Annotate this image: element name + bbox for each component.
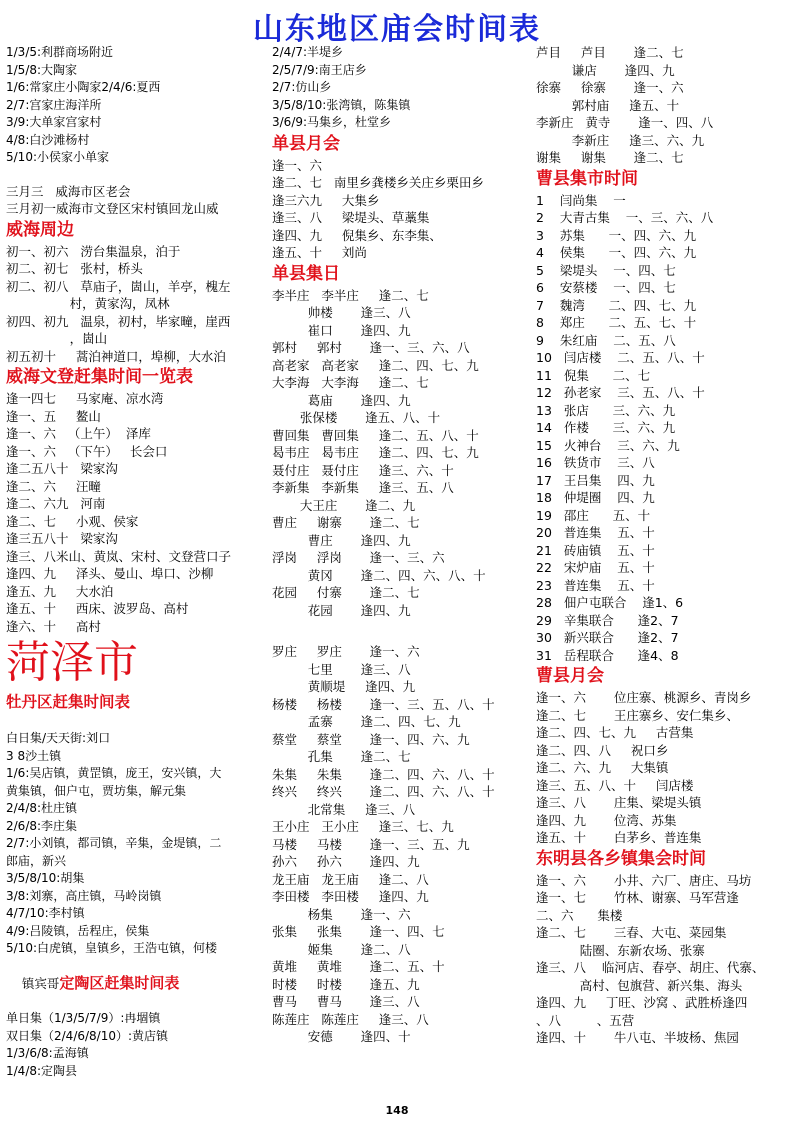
schedule-line: 郎庙，新兴 [6,853,67,868]
schedule-line: 2/4/7:半堤乡 [272,45,344,59]
schedule-line: 1/5/8:大陶家 [6,62,78,77]
schedule-line: 黄顺堤 逢四、九 [272,679,416,694]
schedule-line: 高村、包旗营、新兴集、海头 [536,977,743,993]
schedule-line: 4/9:吕陵镇，岳程庄，侯集 [6,923,150,938]
schedule-line: 2/7:仿山乡 [272,80,332,94]
schedule-line: 帅楼 逢三、八 [272,305,411,320]
schedule-line: 19 邵庄 五、十 [536,507,651,523]
dongming-heading: 东明县各乡镇集会时间 [536,848,706,869]
schedule-line: 王小庄 王小庄 逢三、七、九 [272,819,454,834]
weihai-list [6,44,268,167]
col2-top-list [272,44,534,132]
schedule-line: 朱集 朱集 逢二、四、六、八、十 [272,766,495,782]
schedule-line: 龙王庙 龙王庙 逢二、八 [272,871,429,887]
schedule-line: 逢六、十 高村 [6,618,101,634]
schedule-line: 6 安蔡楼 一、四、七 [536,280,676,295]
schedule-line: 李新庄 逢三、六、九 [536,132,705,148]
schedule-line: 白日集/天天街:刘口 [6,731,111,745]
schedule-line: 逢五、十 刘尚 [272,245,367,260]
schedule-line: 李田楼 李田楼 逢四、九 [272,889,429,904]
schedule-line: 7 魏湾 二、四、七、九 [536,297,697,313]
schedule-line: 曹回集 曹回集 逢二、五、八、十 [272,427,479,443]
schedule-line: 大王庄 逢二、九 [272,497,416,513]
schedule-line: 初二、初七 张村，桥头 [6,261,143,276]
shanxian-day-list-b [272,643,534,1046]
schedule-line: 三月三 威海市区老会 [6,183,131,199]
wendeng-heading: 威海文登赶集时间一览表 [6,367,193,387]
schedule-line: 逢三六九 大集乡 [272,192,380,208]
schedule-line: 逢三、八 庄集、梁堤头镇 [536,795,702,810]
schedule-line: 孙六 孙六 逢四、九 [272,854,420,869]
schedule-line: 曹马 曹马 逢三、八 [272,994,420,1009]
schedule-line: 曷韦庄 曷韦庄 逢二、四、七、九 [272,445,479,460]
schedule-line: 逢三五八十 梁家沟 [6,531,118,546]
schedule-line: 28 佃户屯联合 逢1、6 [536,595,684,610]
caoxian-market-list [536,192,790,665]
schedule-line: 徐寨 徐寨 逢一、六 [536,80,684,95]
schedule-line: 1/4/8:定陶县 [6,1063,78,1078]
caoxian-market-heading: 曹县集市时间 [536,168,638,189]
schedule-line: 逢二、七 三春、大屯、菜园集 [536,925,727,940]
shanxian-month-list [272,157,534,262]
schedule-line: 蔡堂 蔡堂 逢一、四、六、九 [272,731,470,747]
schedule-line: 3/5/8/10:胡集 [6,871,85,885]
schedule-line: ，崮山 [6,331,108,346]
dingtao-list [6,1010,268,1080]
schedule-line: 张保楼 逢五、八、十 [272,410,441,425]
column-left [6,44,268,1080]
weihai-zb-heading: 威海周边 [6,219,74,240]
schedule-line: 4/8:白沙滩杨村 [6,132,90,147]
schedule-line: 双日集（2/4/6/8/10）:黄店镇 [6,1028,169,1043]
schedule-line: 逢二、六、九 大集镇 [536,760,669,775]
schedule-line: 崔口 逢四、九 [272,322,411,338]
schedule-line: 李新庄 黄寺 逢一、四、八 [536,115,714,130]
schedule-line: 初四、初九 温泉，初村，毕家疃，崖西 [6,313,231,329]
schedule-line: 葛庙 逢四、九 [272,392,411,408]
mudan-list [6,730,268,958]
schedule-line: 29 辛集联合 逢2、7 [536,612,679,628]
schedule-line: 16 铁货市 三、八 [536,455,655,470]
schedule-line: 12 孙老家 三、五、八、十 [536,385,705,400]
schedule-line: 逢二、六九 河南 [6,496,106,511]
schedule-line: 李半庄 李半庄 逢二、七 [272,287,429,303]
schedule-line: 30 新兴联合 逢2、7 [536,630,679,645]
schedule-line: 黄堆 黄堆 逢二、五、十 [272,959,445,974]
schedule-line: 11 倪集 二、七 [536,367,651,383]
schedule-line: 23 普连集 五、十 [536,577,655,593]
schedule-line: 9 朱红庙 二、五、八 [536,332,676,348]
shanxian-month-heading: 单县月会 [272,133,340,154]
schedule-line: 逢五、十 白茅乡、普连集 [536,830,702,845]
schedule-line: 1/6:常家庄小陶家2/4/6:夏西 [6,80,161,94]
schedule-line: 2/7:宫家庄海洋所 [6,97,102,112]
schedule-line: 二、六 集楼 [536,907,623,923]
shanxian-day-list-a [272,287,534,620]
schedule-line: 李新集 李新集 逢三、五、八 [272,480,454,495]
schedule-line: 芦目 芦目 逢二、七 [536,45,684,60]
schedule-line: 单日集（1/3/5/7/9）:冉堌镇 [6,1011,161,1025]
schedule-line: 20 普连集 五、十 [536,525,655,540]
schedule-line: 郭村庙 逢五、十 [536,97,680,113]
column-right [536,44,790,1047]
schedule-line: 浮岗 浮岗 逢一、三、六 [272,550,445,565]
schedule-line: 31 岳程联合 逢4、8 [536,647,679,663]
shanxian-day-heading: 单县集日 [272,263,340,284]
schedule-line: 2/5/7/9:南王店乡 [272,62,367,77]
schedule-line: 4/7/10:李村镇 [6,906,85,920]
schedule-line: 8 郑庄 二、五、七、十 [536,315,697,330]
schedule-line: 曹庄 谢寨 逢二、七 [272,515,420,530]
schedule-line: 七里 逢三、八 [272,661,411,677]
schedule-line: 逢一、七 竹林、谢寨、马军营逢 [536,890,739,905]
schedule-line: 逢五、九 大水泊 [6,583,114,599]
schedule-line: 3 苏集 一、四、六、九 [536,227,697,243]
page-title: 山东地区庙会时间表 [253,12,541,47]
schedule-line: 花园 付寨 逢二、七 [272,585,420,600]
schedule-line: 姬集 逢二、八 [272,941,411,957]
schedule-line: 初二、初八 草庙子，崮山，羊亭，槐左 [6,278,231,294]
schedule-line: 黄集镇，佃户屯，贾坊集，解元集 [6,783,187,798]
schedule-line: 逢四、九 倪集乡、东李集、 [272,227,442,243]
schedule-line: 北常集 逢三、八 [272,801,416,817]
schedule-line: 杨集 逢一、六 [272,906,411,922]
schedule-line: 1/3/6/8:孟海镇 [6,1046,89,1060]
schedule-line: 安德 逢四、十 [272,1029,411,1044]
schedule-line: 2/7:小刘镇，都司镇，辛集，金堤镇，二 [6,836,222,850]
schedule-line: 10 闫店楼 二、五、八、十 [536,350,705,365]
schedule-line: 逢四、九 位湾、苏集 [536,812,677,828]
page-number: 148 [385,1104,409,1117]
schedule-line: 逢一、六 （下午） 长会口 [6,443,168,459]
schedule-line: 逢四、九 泽头、曼山、埠口、沙柳 [6,566,214,581]
col3-top-list [536,44,790,167]
schedule-line: 花园 逢四、九 [272,602,411,618]
schedule-line: 4 侯集 一、四、六、九 [536,245,697,260]
schedule-line: 1 闫尚集 一 [536,192,626,208]
schedule-line: 逢五、十 西床、波罗岛、高村 [6,601,189,616]
schedule-line: 逢二、四、八 祝口乡 [536,742,669,758]
schedule-line: 逢一、六 小井、六厂、唐庄、马坊 [536,872,752,888]
schedule-line: 逢三、五、八、十 闫店楼 [536,777,694,793]
weihai-notes [6,183,268,218]
schedule-line: 逢一四七 马家庵、凉水湾 [6,391,164,406]
schedule-line: 逢一、六 [272,157,323,173]
schedule-line: 18 仲堤圈 四、九 [536,490,655,505]
schedule-line: 22 宋炉庙 五、十 [536,560,655,575]
mudan-heading: 牡丹区赶集时间表 [6,693,131,711]
schedule-line: 逢二、七 南里乡龚楼乡关庄乡栗田乡 [272,175,484,190]
schedule-line: 5 梁堤头 一、四、七 [536,262,676,278]
schedule-line: 21 砖庙镇 五、十 [536,542,655,558]
schedule-line: 杨楼 杨楼 逢一、三、五、八、十 [272,696,495,712]
schedule-line: 逢一、五 鳌山 [6,408,101,424]
schedule-line: 谦店 逢四、九 [536,62,675,78]
schedule-line: 逢二、四、七、九 古营集 [536,725,694,740]
schedule-line: 孟寨 逢二、四、七、九 [272,714,461,729]
schedule-line: 罗庄 罗庄 逢一、六 [272,644,420,659]
schedule-line: 2 大青古集 一、三、六、八 [536,210,714,225]
dongming-list [536,872,790,1047]
heze-heading: 菏泽市 [6,637,138,688]
schedule-line: 3/9:大单家宫家村 [6,115,102,129]
schedule-line: 陈莲庄 陈莲庄 逢三、八 [272,1011,429,1027]
dingtao-heading: 定陶区赶集时间表 [59,974,180,992]
column-middle [272,44,534,1046]
schedule-line: 逢二、七 小观、侯家 [6,513,139,529]
schedule-line: 初一、初六 涝台集温泉，泊于 [6,243,181,259]
dingtao-heading-line [6,958,268,1011]
schedule-line: 曹庄 逢四、九 [272,532,411,548]
schedule-line: 3/6/9:马集乡，杜堂乡 [272,115,392,129]
caoxian-month-heading: 曹县月会 [536,666,604,686]
schedule-line: 17 王吕集 四、九 [536,472,655,488]
schedule-line: 三月初一威海市文登区宋村镇回龙山威 [6,201,219,216]
schedule-line: 1/3/5:利群商场附近 [6,45,114,59]
caoxian-month-list [536,689,790,847]
dingtao-prefix: 镇宾哥 [21,976,60,991]
schedule-line: 终兴 终兴 逢二、四、六、八、十 [272,784,495,799]
schedule-line: 5/10:白虎镇，皇镇乡，王浩屯镇，何楼 [6,941,217,955]
schedule-line: 1/6:吴店镇，黄罡镇，庞王，安兴镇，大 [6,766,222,780]
schedule-line: 逢三、八米山、黄岚、宋村、文登营口子 [6,548,232,564]
schedule-line: 14 作楼 三、六、九 [536,420,676,435]
schedule-line: 2/4/8:杜庄镇 [6,801,78,815]
schedule-line: 、八 、五营 [536,1012,635,1028]
schedule-line: 郭村 郭村 逢一、三、六、八 [272,340,470,355]
schedule-line: 大李海 大李海 逢二、七 [272,375,429,390]
schedule-line: 陆圈、东新农场、张寨 [536,942,705,958]
schedule-line: 孔集 逢二、七 [272,749,411,764]
schedule-line: 逢一、六 （上午） 泽库 [6,426,151,441]
schedule-line: 黄冈 逢二、四、六、八、十 [272,567,486,583]
schedule-line: 张集 张集 逢一、四、七 [272,924,445,939]
schedule-line: 13 张店 三、六、九 [536,402,676,418]
weihai-zb-list [6,243,268,366]
schedule-line: 谢集 谢集 逢二、七 [536,150,684,165]
schedule-line: 3 8沙土镇 [6,748,62,763]
schedule-line: 逢三、八 临河店、春亭、胡庄、代寨、 [536,960,765,975]
schedule-line: 时楼 时楼 逢五、九 [272,976,420,992]
schedule-line: 村，黄家沟，凤林 [6,296,170,311]
schedule-line: 高老家 高老家 逢二、四、七、九 [272,357,479,373]
schedule-line: 聂付庄 聂付庄 逢三、六、十 [272,462,454,478]
schedule-line: 逢四、十 牛八屯、半坡杨、焦园 [536,1030,739,1045]
wendeng-list [6,390,268,635]
schedule-line: 15 火神台 三、六、九 [536,437,680,453]
schedule-line: 3/5/8/10:张湾镇，陈集镇 [272,97,411,112]
schedule-line: 逢三、八 梁堤头、草藁集 [272,210,430,225]
schedule-line: 5/10:小侯家小单家 [6,150,109,164]
schedule-line: 逢二、六 汪疃 [6,478,101,494]
schedule-line: 逢二五八十 梁家沟 [6,461,118,476]
schedule-line: 马楼 马楼 逢一、三、五、九 [272,836,470,852]
schedule-line: 3/8:刘寨，高庄镇，马岭岗镇 [6,888,162,903]
schedule-line: 逢一、六 位庄寨、桃源乡、青岗乡 [536,690,752,705]
schedule-line: 2/6/8:李庄集 [6,818,78,833]
schedule-line: 逢四、九 丁旺、沙窝 、武胜桥逢四 [536,995,748,1010]
schedule-line: 初五初十 蒿泊神道口，埠柳，大水泊 [6,348,226,364]
schedule-line: 逢二、七 王庄寨乡、安仁集乡、 [536,707,739,723]
